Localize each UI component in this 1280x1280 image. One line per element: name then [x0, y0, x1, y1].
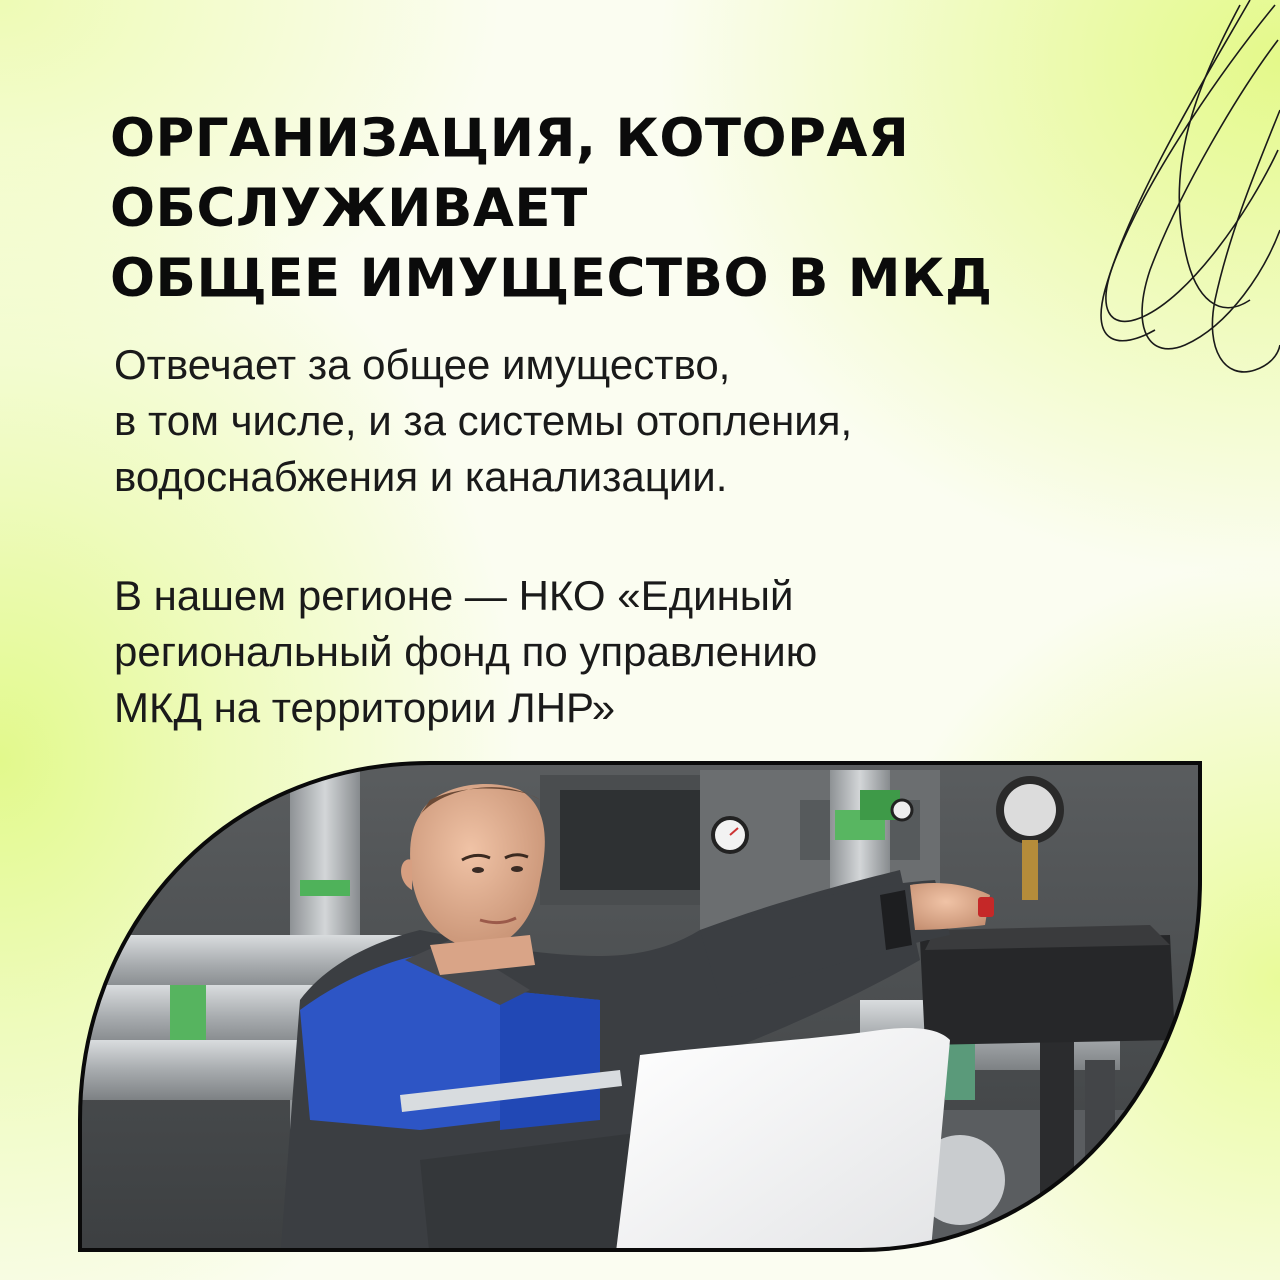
title-line-1: ОРГАНИЗАЦИЯ, КОТОРАЯ [110, 108, 910, 169]
title-line-2: ОБСЛУЖИВАЕТ [110, 178, 588, 239]
paragraph1-line-1: Отвечает за общее имущество, [114, 341, 731, 388]
paragraph2-line-3: МКД на территории ЛНР» [114, 684, 616, 731]
paragraph2-line-2: региональный фонд по управлению [114, 628, 818, 675]
title-line-3: ОБЩЕЕ ИМУЩЕСТВО В МКД [110, 248, 993, 309]
paragraph1-line-3: водоснабжения и канализации. [114, 453, 728, 500]
paragraph1-line-2: в том числе, и за системы отопления, [114, 397, 853, 444]
paragraph2-line-1: В нашем регионе — НКО «Единый [114, 572, 794, 619]
